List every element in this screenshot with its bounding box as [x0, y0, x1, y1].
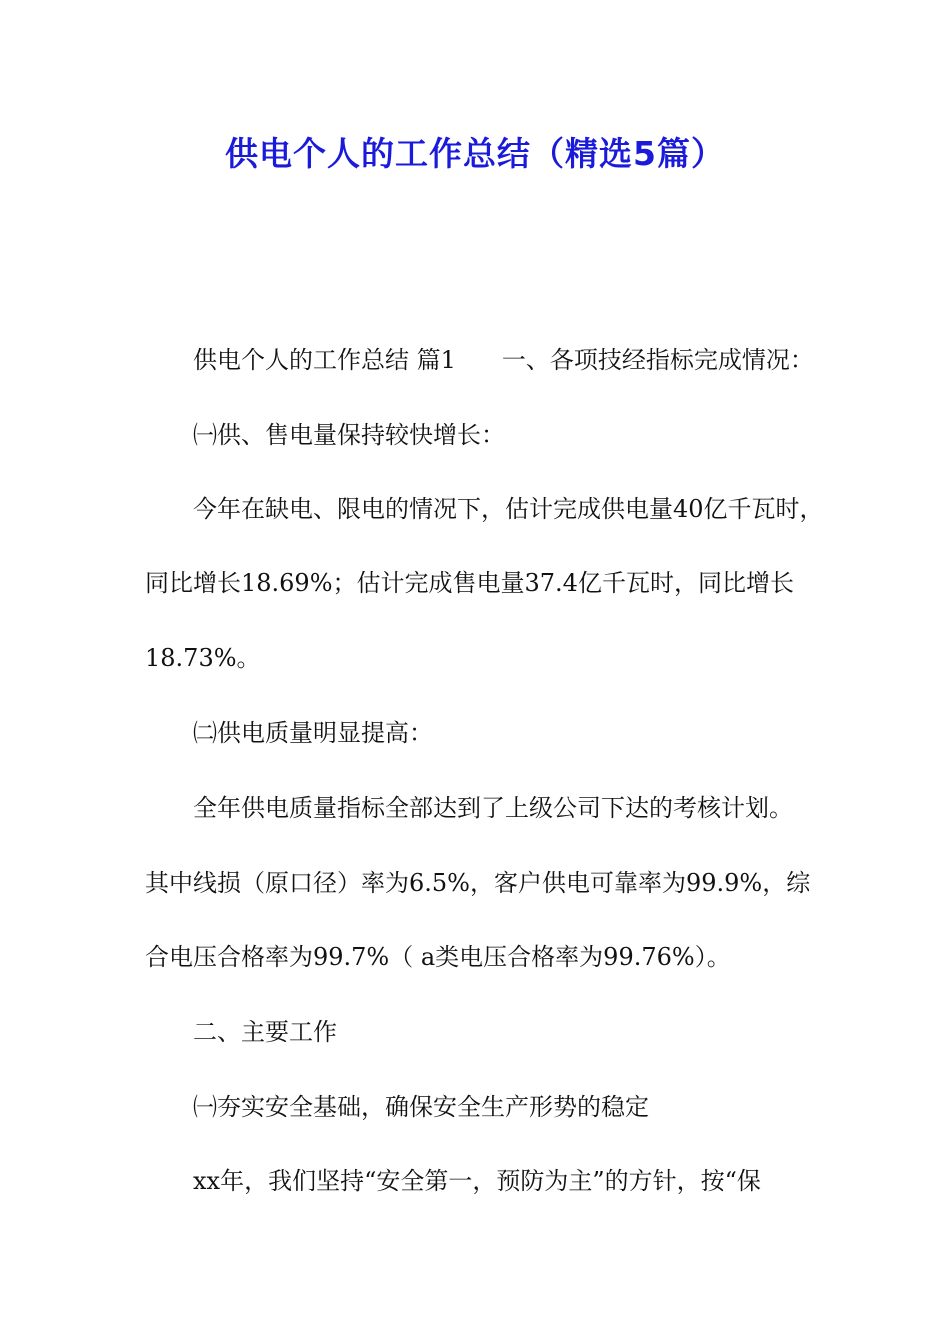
text-line-8: 其中线损（原口径）率为6.5%，客户供电可靠率为99.9%，综 — [145, 869, 811, 897]
section-heading: 供电个人的工作总结 篇1 — [193, 346, 456, 374]
text-line-2: ㈠供、售电量保持较快增长： — [193, 421, 505, 449]
text-line-11: ㈠夯实安全基础，确保安全生产形势的稳定 — [193, 1093, 649, 1121]
text-line-1 — [193, 345, 814, 375]
text-line-3: 今年在缺电、限电的情况下，估计完成供电量40亿千瓦时， — [193, 495, 824, 523]
text-line-9: 合电压合格率为99.7%（ a类电压合格率为99.76%）。 — [145, 943, 731, 971]
text-line-6: ㈡供电质量明显提高： — [193, 719, 433, 747]
document-title: 供电个人的工作总结（精选5篇） — [225, 134, 725, 173]
text-line-5: 18.73%。 — [145, 644, 261, 672]
text-line-12: xx年，我们坚持“安全第一，预防为主”的方针，按“保 — [193, 1167, 761, 1195]
text-line-7: 全年供电质量指标全部达到了上级公司下达的考核计划。 — [193, 794, 793, 822]
text-line-10: 二、主要工作 — [193, 1018, 337, 1046]
text-line-4: 同比增长18.69%；估计完成售电量37.4亿千瓦时，同比增长 — [145, 569, 794, 597]
subsection-heading: 一、各项技经指标完成情况： — [501, 346, 814, 374]
